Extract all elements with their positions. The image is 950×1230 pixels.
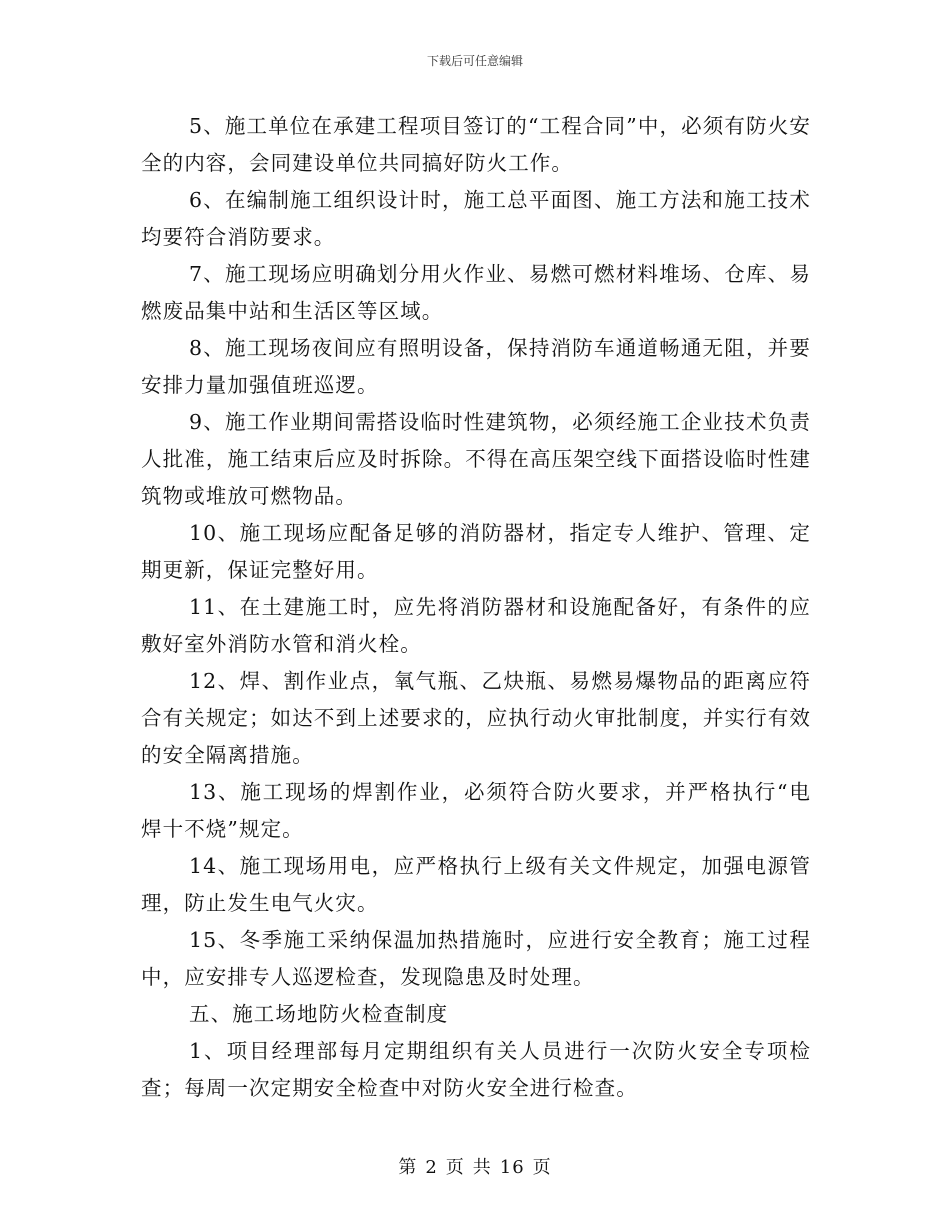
paragraph-item-13: 13、施工现场的焊割作业，必须符合防火要求，并严格执行“电焊十不烧”规定。 — [141, 780, 811, 841]
paragraph-item-6: 6、在编制施工组织设计时，施工总平面图、施工方法和施工技术均要符合消防要求。 — [141, 188, 811, 249]
paragraph-item-7: 7、施工现场应明确划分用火作业、易燃可燃材料堆场、仓库、易燃废品集中站和生活区等区域。 — [141, 262, 811, 323]
section-heading: 五、施工场地防火检查制度 — [189, 1002, 449, 1026]
footer-total-word: 共 — [472, 1157, 492, 1178]
page-header: 下载后可任意编辑 — [426, 54, 523, 68]
paragraph-item-9: 9、施工作业期间需搭设临时性建筑物，必须经施工企业技术负责人批准，施工结束后应及时拆除。不得在高压架空线下面搭设临时性建筑物或堆放可燃物品。 — [141, 410, 811, 508]
footer-prefix: 第 — [398, 1157, 418, 1178]
paragraph-item-5: 5、施工单位在承建工程项目签订的“工程合同”中，必须有防火安全的内容，会同建设单位共同搞好防火工作。 — [141, 114, 811, 175]
page-footer — [0, 1153, 950, 1179]
paragraph-item-11: 11、在土建施工时，应先将消防器材和设施配备好，有条件的应敷好室外消防水管和消火栓。 — [141, 595, 811, 656]
footer-page-word: 页 — [445, 1157, 465, 1178]
paragraph-item-8: 8、施工现场夜间应有照明设备，保持消防车通道畅通无阻，并要安排力量加强值班巡逻。 — [141, 336, 811, 397]
paragraph-item-12: 12、焊、割作业点，氧气瓶、乙炔瓶、易燃易爆物品的距离应符合有关规定；如达不到上述要求的，应执行动火审批制度，并实行有效的安全隔离措施。 — [141, 669, 811, 767]
paragraph-item-15: 15、冬季施工采纳保温加热措施时，应进行安全教育；施工过程中，应安排专人巡逻检查，发现隐患及时处理。 — [141, 928, 811, 989]
paragraph-item-10: 10、施工现场应配备足够的消防器材，指定专人维护、管理、定期更新，保证完整好用。 — [141, 521, 811, 582]
paragraph-item-14: 14、施工现场用电，应严格执行上级有关文件规定，加强电源管理，防止发生电气火灾。 — [141, 854, 811, 915]
footer-suffix: 页 — [532, 1157, 552, 1178]
document-body — [141, 108, 811, 1107]
footer-current-page: 2 — [425, 1157, 438, 1178]
paragraph-item-1: 1、项目经理部每月定期组织有关人员进行一次防火安全专项检查；每周一次定期安全检查中对防火安全进行检查。 — [141, 1039, 811, 1100]
footer-total-pages: 16 — [499, 1157, 525, 1178]
